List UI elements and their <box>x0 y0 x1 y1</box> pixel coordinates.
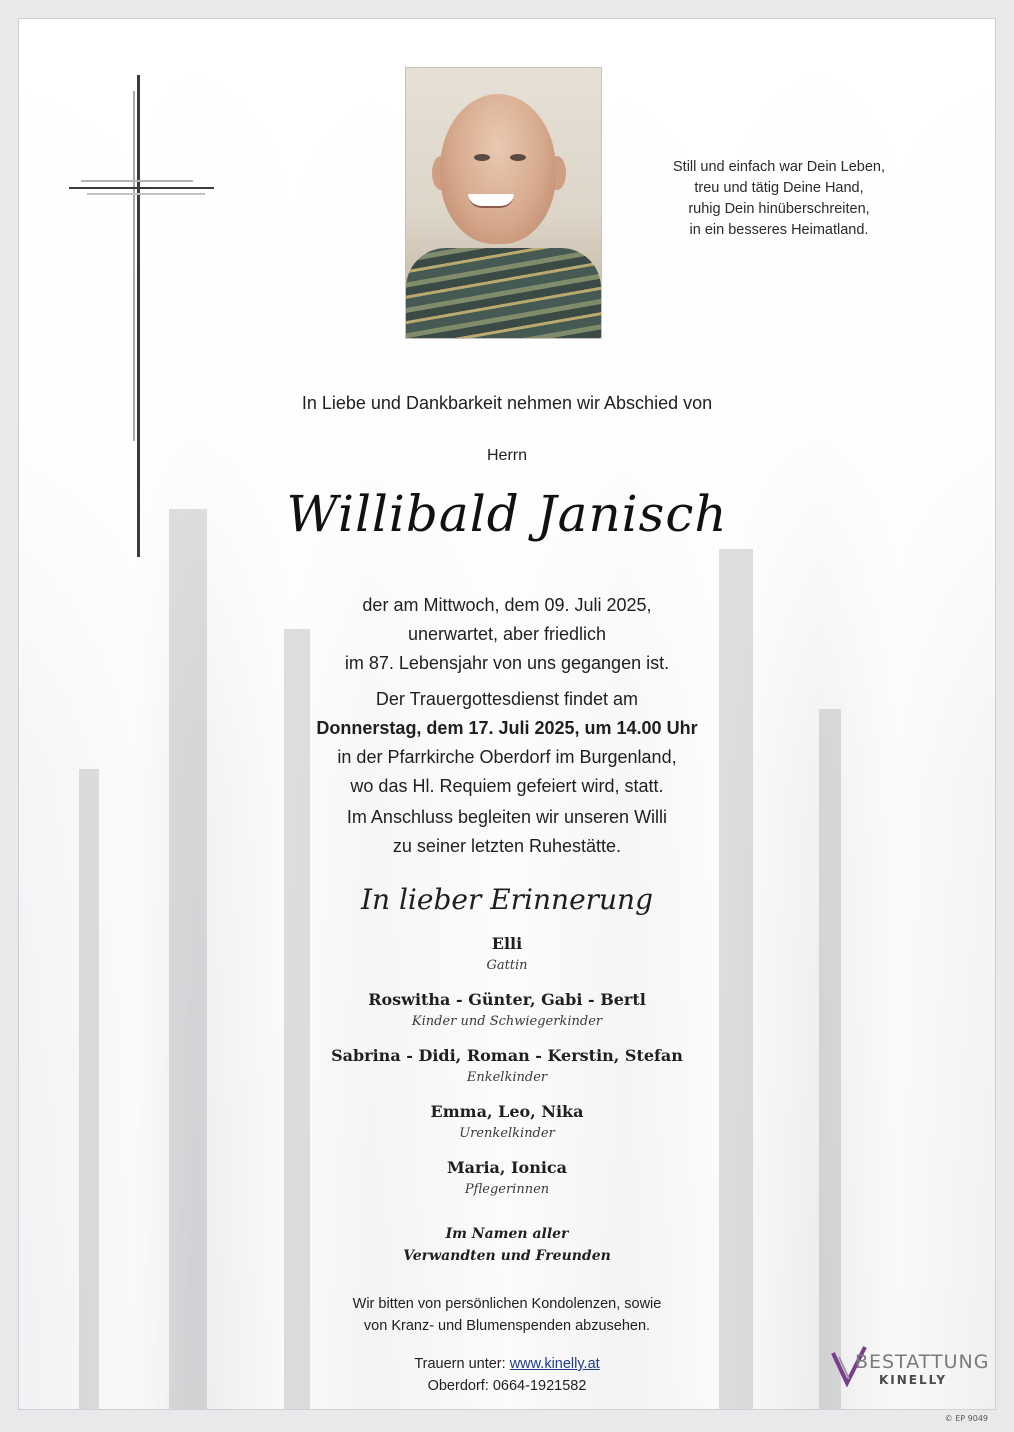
deceased-name: Willibald Janisch <box>286 485 728 543</box>
poem: Still und einfach war Dein Leben, treu und tätig Deine Hand, ruhig Dein hinüberschreiten, in ein besseres Heimatland. <box>673 159 885 238</box>
request-text: Wir bitten von persönlichen Kondolenzen, sowie von Kranz- und Blumenspenden abzusehen. <box>352 1296 662 1334</box>
funeral-home-logo: BESTATTUNG KINELLY <box>829 1343 979 1393</box>
list-item: Maria, Ionica Pflegerinnen <box>446 1158 568 1197</box>
death-notice: der am Mittwoch, dem 09. Juli 2025, unerwartet, aber friedlich im 87. Lebensjahr von uns gegangen ist. <box>344 595 670 673</box>
list-item: Emma, Leo, Nika Urenkelkinder <box>430 1102 584 1141</box>
memory-heading: In lieber Erinnerung <box>360 883 654 916</box>
phone-line: Oberdorf: 0664-1921582 <box>427 1378 587 1394</box>
salutation: Herrn <box>486 447 527 464</box>
closing-text: Im Namen aller Verwandten und Freunden <box>403 1226 611 1264</box>
list-item: Roswitha - Günter, Gabi - Bertl Kinder und Schwiegerkinder <box>368 990 646 1029</box>
intro-text: In Liebe und Dankbarkeit nehmen wir Abschied von <box>301 393 713 413</box>
service-info: Der Trauergottesdienst findet am Donnerstag, dem 17. Juli 2025, um 14.00 Uhr in der Pfarrkirche Oberdorf im Burgenland, wo das Hl. Requiem gefeiert wird, statt. <box>19 685 995 801</box>
document-code: © EP 9049 <box>944 1414 988 1423</box>
portrait-photo <box>405 67 602 339</box>
list-item: Elli Gattin <box>486 934 528 973</box>
obituary-page <box>18 18 996 1410</box>
family-list <box>19 933 995 1213</box>
burial-info: Im Anschluss begleiten wir unseren Willi zu seiner letzten Ruhestätte. <box>346 807 668 856</box>
list-item: Sabrina - Didi, Roman - Kerstin, Stefan Enkelkinder <box>331 1046 683 1085</box>
service-date: Donnerstag, dem 17. Juli 2025, um 14.00 Uhr <box>316 718 698 738</box>
website-link[interactable]: www.kinelly.at <box>509 1356 600 1372</box>
contact-info: Trauern unter: www.kinelly.at Oberdorf: 0664-1921582 <box>19 1353 995 1397</box>
